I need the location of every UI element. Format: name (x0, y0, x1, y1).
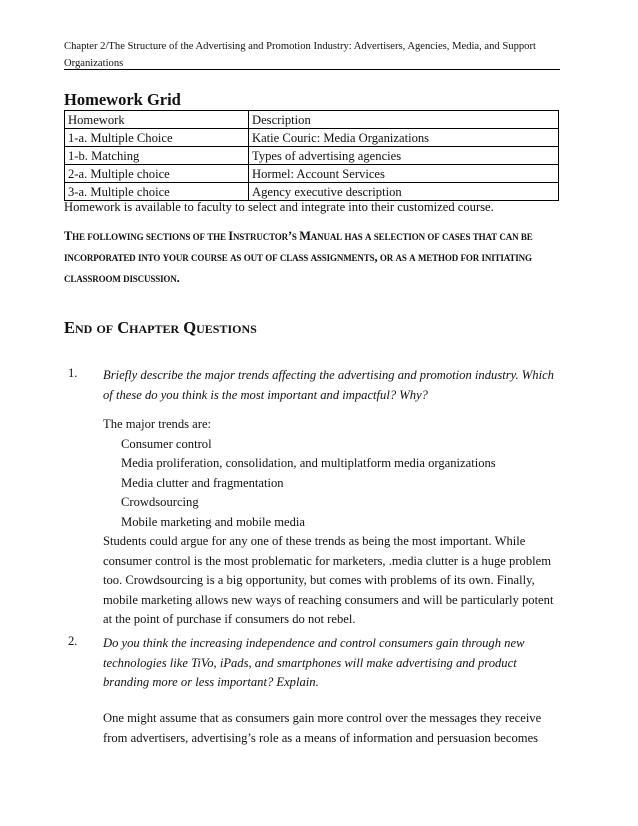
table-row (65, 165, 559, 183)
column-header-description: Description (249, 111, 559, 129)
list-item: Media clutter and fragmentation (121, 475, 284, 490)
homework-grid-table (64, 110, 559, 201)
homework-availability-note: Homework is available to faculty to select and integrate into their customized course. (64, 200, 494, 214)
homework-cell: 2-a. Multiple choice (65, 165, 249, 183)
table-row (65, 147, 559, 165)
homework-cell: 1-a. Multiple Choice (65, 129, 249, 147)
description-cell: Hormel: Account Services (249, 165, 559, 183)
running-header-text: Chapter 2/The Structure of the Advertising and Promotion Industry: Advertisers, Agencies, Media, and Support Organizations (64, 41, 536, 69)
end-of-chapter-heading: End of Chapter Questions (64, 318, 257, 337)
question-text: Briefly describe the major trends affecting the advertising and promotion industry. Which of these do you think is the most important and impactful? Why? (103, 368, 554, 402)
list-item: Consumer control (121, 436, 212, 451)
homework-grid-title: Homework Grid (64, 90, 181, 109)
description-cell: Agency executive description (249, 183, 559, 201)
list-item: Crowdsourcing (121, 495, 199, 509)
answer-1-paragraph: Students could argue for any one of these trends as being the most important. While consumer control is the most problematic for marketers, .media clutter is a huge problem too. Crowdsourcing is a big opportunity, but comes with problems of its own. Finally, mobile marketing allows new ways of reaching consumers and will be particularly potent at the point of purchase if consumers do not rebel. (103, 534, 554, 626)
description-cell: Types of advertising agencies (249, 147, 559, 165)
list-item: Mobile marketing and mobile media (121, 514, 305, 529)
table-row (65, 129, 559, 147)
trends-intro: The major trends are: (103, 417, 212, 431)
header-rule (64, 69, 560, 70)
list-item: Media proliferation, consolidation, and multiplatform media organizations (121, 456, 496, 470)
table-row (65, 183, 559, 201)
homework-cell: 3-a. Multiple choice (65, 183, 249, 201)
homework-cell: 1-b. Matching (65, 147, 249, 165)
answer-1-trends (103, 415, 560, 532)
question-number: 1. (68, 366, 78, 380)
question-text: Do you think the increasing independence and control consumers gain through new technologies like TiVo, iPads, and smartphones will make advertising and product branding more or less important? Explain. (103, 636, 525, 689)
answer-2-paragraph: One might assume that as consumers gain more control over the messages they receive from advertisers, advertising’s role as a means of information and persuasion becomes (103, 711, 542, 745)
description-cell: Katie Couric: Media Organizations (249, 129, 559, 147)
running-header (64, 38, 559, 72)
instructor-manual-note: The following sections of the Instructor’s Manual has a selection of cases that can be incorporated into your course as out of class assignments, or as a method for initiating classroom discussion. (64, 229, 533, 285)
question-number: 2. (68, 634, 78, 648)
column-header-homework: Homework (65, 111, 249, 129)
table-header-row (65, 111, 559, 129)
